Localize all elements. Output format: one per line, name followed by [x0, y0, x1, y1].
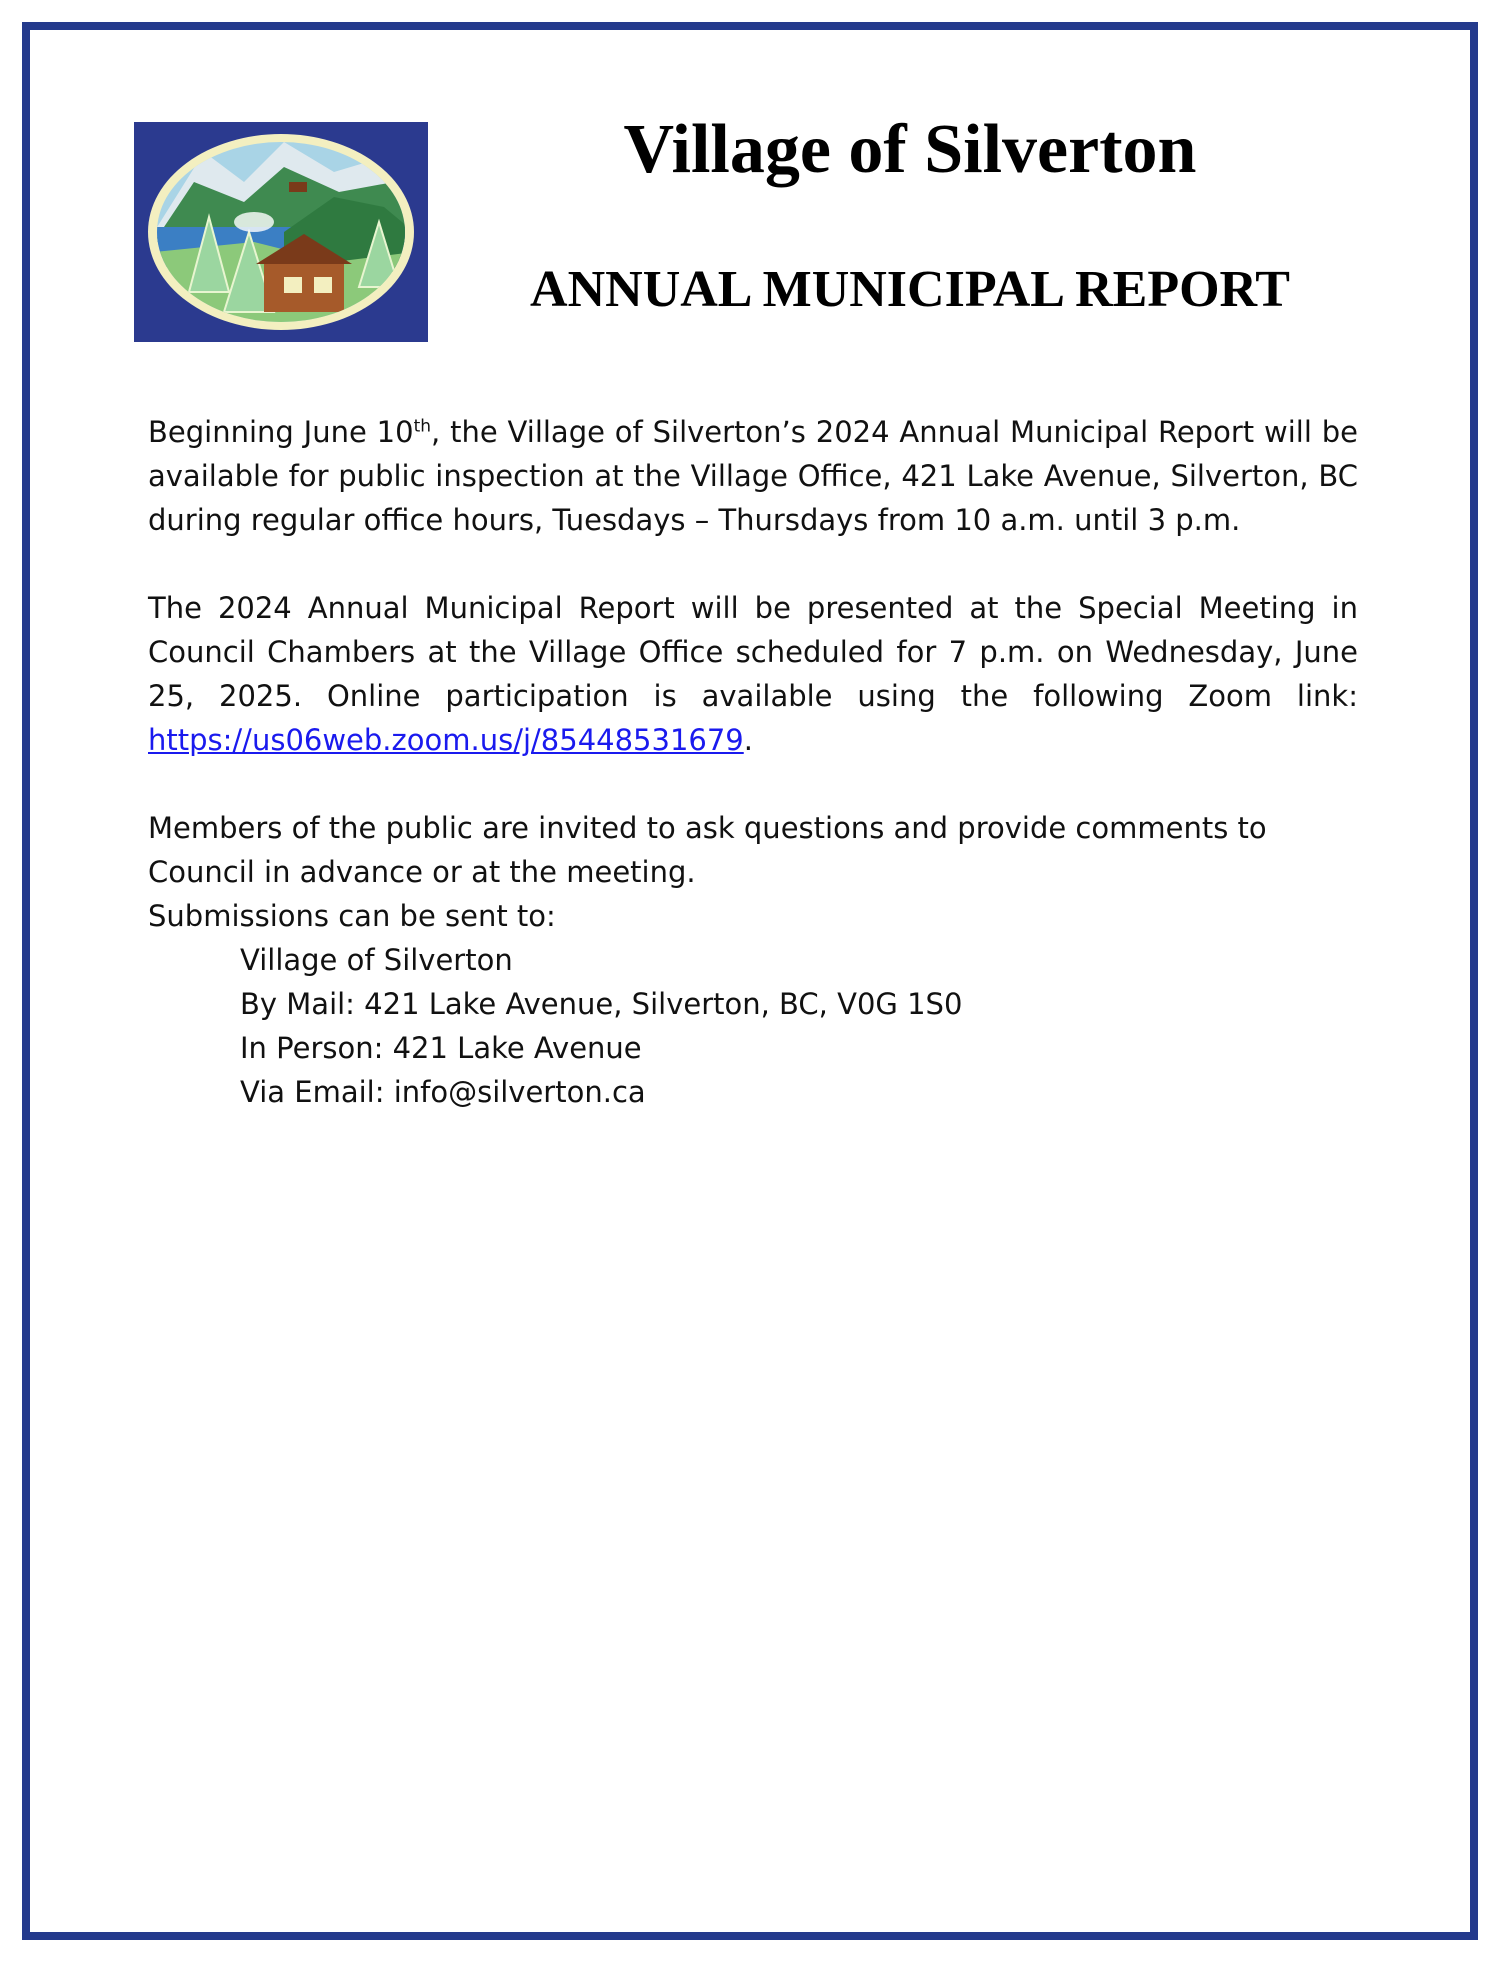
report-heading: ANNUAL MUNICIPAL REPORT: [530, 261, 1290, 318]
address-in-person: In Person: 421 Lake Avenue: [240, 1031, 642, 1065]
inspection-paragraph: [148, 410, 1358, 542]
meeting-text: The 2024 Annual Municipal Report will be presented at the Special Meeting in Council Chambers at the Village Office scheduled for 7 p.m. on Wednesday, June 25, 2025. Online participation is available using the following Zoom link:: [148, 591, 1358, 713]
submission-address-block: [148, 938, 1358, 1114]
zoom-link[interactable]: https://us06web.zoom.us/j/85448531679: [148, 723, 744, 757]
questions-text: Members of the public are invited to ask questions and provide comments to Council in advance or at the meeting.: [148, 811, 1267, 889]
meeting-period: .: [743, 723, 753, 757]
address-mail: By Mail: 421 Lake Avenue, Silverton, BC, V0G 1S0: [240, 987, 963, 1021]
inspection-text-rest: , the Village of Silverton’s 2024 Annual Municipal Report will be available for public inspection at the Village Office, 421 Lake Avenue, Silverton, BC during regular office hours, Tuesdays – Thursdays from 10 a.m. until 3 p.m.: [148, 415, 1358, 537]
inspection-text-start: Beginning June 10: [148, 415, 414, 449]
village-logo: [134, 122, 428, 342]
submissions-heading: Submissions can be sent to:: [148, 899, 556, 933]
submissions-section: [148, 806, 1358, 1114]
address-name: Village of Silverton: [240, 943, 513, 977]
meeting-paragraph: [148, 586, 1358, 762]
page-title: Village of Silverton: [623, 111, 1197, 188]
notice-body: [148, 410, 1358, 1114]
address-email: Via Email: info@silverton.ca: [240, 1075, 646, 1109]
ordinal-suffix: th: [413, 416, 432, 437]
